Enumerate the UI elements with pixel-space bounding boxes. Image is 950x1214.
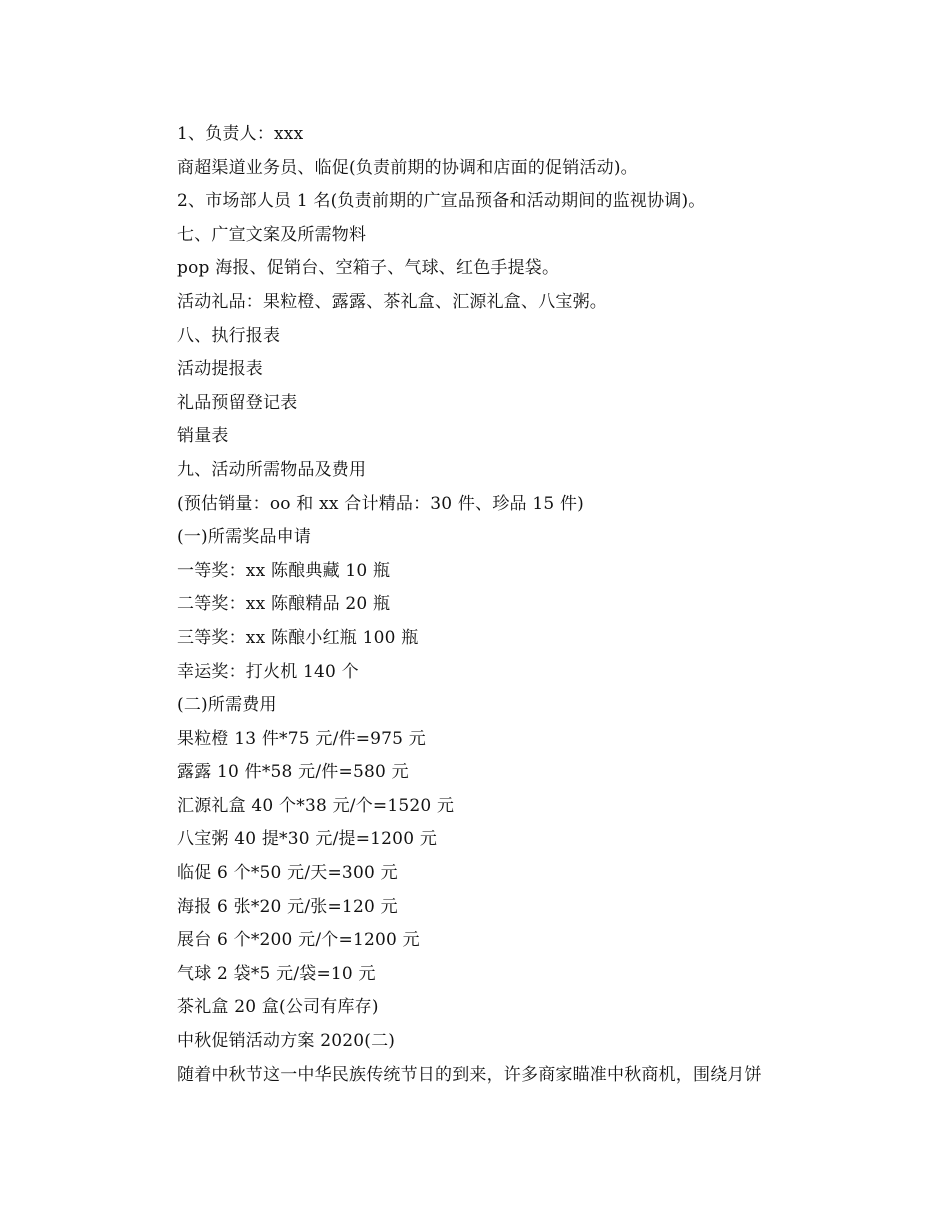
text-line: 活动礼品：果粒橙、露露、茶礼盒、汇源礼盒、八宝粥。: [177, 291, 607, 312]
section-heading: 九、活动所需物品及费用: [177, 459, 367, 480]
section-heading: 七、广宣文案及所需物料: [177, 224, 367, 245]
document-title: 中秋促销活动方案 2020(二): [177, 1031, 396, 1052]
text-line: 海报 6 张*20 元/张=120 元: [177, 896, 398, 917]
subsection-heading: (一)所需奖品申请: [177, 527, 312, 548]
document-body: [177, 118, 877, 1092]
text-line: 商超渠道业务员、临促(负责前期的协调和店面的促销活动)。: [177, 157, 638, 178]
text-line: 八宝粥 40 提*30 元/提=1200 元: [177, 829, 438, 850]
text-line: 2、市场部人员 1 名(负责前期的广宣品预备和活动期间的监视协调)。: [177, 191, 706, 212]
text-line: 临促 6 个*50 元/天=300 元: [177, 863, 398, 884]
section-heading: 八、执行报表: [177, 325, 281, 346]
text-line: 1、负责人：xxx: [177, 124, 304, 144]
text-line: 随着中秋节这一中华民族传统节日的到来，许多商家瞄准中秋商机，围绕月饼: [177, 1064, 762, 1085]
text-line: 二等奖：xx 陈酿精品 20 瓶: [177, 594, 391, 615]
text-line: 气球 2 袋*5 元/袋=10 元: [177, 963, 376, 984]
text-line: 露露 10 件*58 元/件=580 元: [177, 762, 409, 783]
text-line: (预估销量：oo 和 xx 合计精品：30 件、珍品 15 件): [177, 493, 584, 514]
text-line: 活动提报表: [177, 359, 263, 380]
text-line: 销量表: [177, 426, 229, 447]
text-line: 三等奖：xx 陈酿小红瓶 100 瓶: [177, 627, 419, 648]
text-line: 礼品预留登记表: [177, 392, 298, 413]
text-line: 一等奖：xx 陈酿典藏 10 瓶: [177, 560, 391, 581]
subsection-heading: (二)所需费用: [177, 695, 277, 716]
text-line: 幸运奖：打火机 140 个: [177, 661, 359, 682]
text-line: 茶礼盒 20 盒(公司有库存): [177, 997, 379, 1018]
text-line: 展台 6 个*200 元/个=1200 元: [177, 930, 420, 951]
text-line: pop 海报、促销台、空箱子、气球、红色手提袋。: [177, 258, 560, 279]
text-line: 果粒橙 13 件*75 元/件=975 元: [177, 728, 426, 749]
text-line: 汇源礼盒 40 个*38 元/个=1520 元: [177, 795, 455, 816]
